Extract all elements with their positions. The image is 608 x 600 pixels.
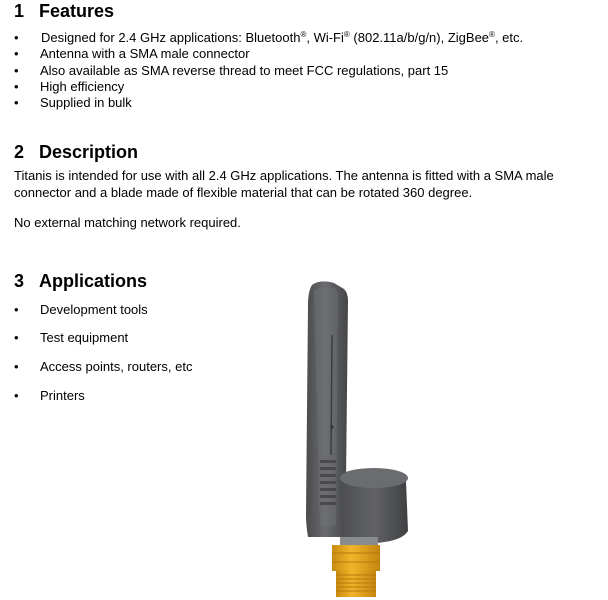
features-item-text: Antenna with a SMA male connector	[40, 46, 250, 61]
features-heading	[14, 1, 114, 22]
applications-title: Applications	[39, 271, 148, 291]
registered-mark-2: ®	[343, 30, 350, 39]
sma-connector-nut	[332, 545, 380, 571]
applications-item-text: Access points, routers, etc	[40, 359, 193, 374]
bullet-icon: •	[14, 388, 19, 403]
description-title: Description	[39, 142, 139, 162]
item1-mid1: , Wi-Fi	[306, 30, 344, 45]
item1-mid2: (802.11a/b/g/n), ZigBee	[349, 30, 490, 45]
item1-pre: Designed for 2.4 GHz applications: Bluetooth	[41, 30, 301, 45]
connector-neck	[340, 537, 378, 545]
features-item-text: Supplied in bulk	[40, 95, 132, 110]
antenna-cap-top	[340, 468, 408, 488]
features-title: Features	[39, 1, 115, 21]
bullet-icon: •	[14, 30, 19, 45]
applications-heading	[14, 271, 147, 292]
features-item-text: High efficiency	[40, 79, 125, 94]
bullet-icon: •	[14, 46, 19, 61]
description-paragraph-2: No external matching network required.	[14, 215, 241, 230]
antenna-blade-pin	[331, 426, 334, 429]
registered-mark-1: ®	[300, 30, 307, 39]
features-item-1-text	[41, 30, 523, 45]
item1-post: , etc.	[494, 30, 524, 45]
applications-item-text: Printers	[40, 388, 85, 403]
features-item-text: Also available as SMA reverse thread to meet FCC regulations, part 15	[40, 63, 449, 78]
antenna-blade-groove	[331, 335, 332, 455]
description-heading	[14, 142, 138, 163]
bullet-icon: •	[14, 63, 19, 78]
bullet-icon: •	[14, 95, 19, 110]
antenna-product-image	[290, 275, 420, 600]
features-number: 1	[14, 1, 25, 21]
bullet-icon: •	[14, 79, 19, 94]
applications-item-text: Test equipment	[40, 330, 129, 345]
applications-number: 3	[14, 271, 25, 291]
description-paragraph-1: Titanis is intended for use with all 2.4 GHz applications. The antenna is fitted with a SMA male connector and a blade made of flexible material that can be rotated 360 degree.	[14, 168, 554, 200]
description-number: 2	[14, 142, 25, 162]
registered-mark-3: ®	[489, 30, 495, 39]
applications-item-text: Development tools	[40, 302, 148, 317]
bullet-icon: •	[14, 302, 19, 317]
bullet-icon: •	[14, 330, 19, 345]
bullet-icon: •	[14, 359, 19, 374]
